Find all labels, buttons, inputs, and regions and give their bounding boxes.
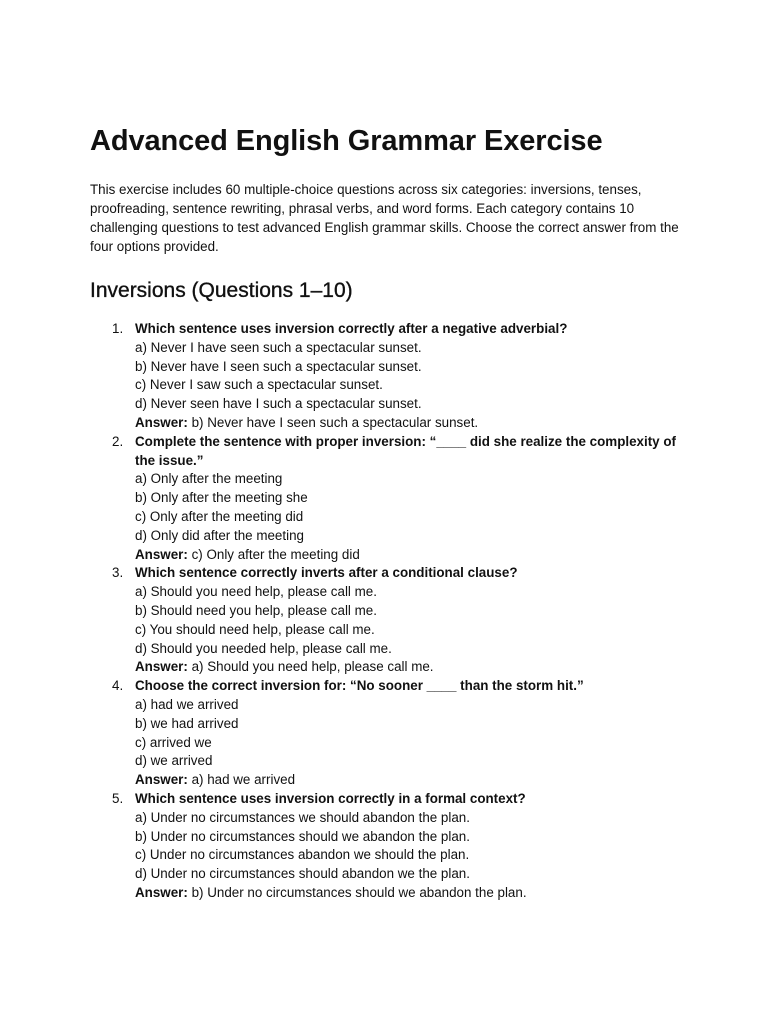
answer-label: Answer:: [135, 884, 188, 900]
option-b: b) Under no circumstances should we abandon the plan.: [135, 828, 470, 844]
question-number: 4.: [112, 678, 124, 694]
question-text: Which sentence correctly inverts after a conditional clause?: [135, 565, 518, 581]
option-b: b) Should need you help, please call me.: [135, 602, 377, 618]
option-c: c) Never I saw such a spectacular sunset.: [135, 377, 383, 393]
question-number: 3.: [112, 565, 124, 581]
answer-line: [135, 546, 678, 565]
question-text: Choose the correct inversion for: “No sooner ____ than the storm hit.”: [135, 678, 584, 694]
option-a: a) Should you need help, please call me.: [135, 584, 377, 600]
option-d: d) we arrived: [135, 753, 213, 769]
answer-line: [135, 884, 678, 903]
question-item: [90, 433, 678, 565]
answer-label: Answer:: [135, 546, 188, 562]
section-heading: Inversions (Questions 1–10): [90, 279, 353, 302]
answer-text: c) Only after the meeting did: [191, 546, 360, 562]
answer-line: [135, 658, 678, 677]
answer-line: [135, 414, 678, 433]
option-b: b) Never have I seen such a spectacular sunset.: [135, 358, 422, 374]
question-text: Which sentence uses inversion correctly in a formal context?: [135, 790, 526, 806]
question-text: Complete the sentence with proper inversion: “____ did she realize the complexity of the issue.”: [135, 433, 676, 468]
intro-paragraph: This exercise includes 60 multiple-choice questions across six categories: inversions, tenses, proofreading, sentence rewriting, phrasal verbs, and word forms. Each category contains 10 challenging questions to test advanced English grammar skills. Choose the correct answer from the four options provided.: [90, 182, 679, 254]
option-d: d) Never seen have I such a spectacular sunset.: [135, 396, 422, 412]
question-number: 2.: [112, 433, 124, 449]
question-number: 1.: [112, 321, 124, 336]
option-c: c) arrived we: [135, 734, 212, 750]
answer-text: b) Under no circumstances should we abandon the plan.: [191, 884, 527, 900]
option-d: d) Under no circumstances should abandon we the plan.: [135, 866, 470, 882]
question-item: [90, 320, 678, 433]
option-b: b) Only after the meeting she: [135, 490, 308, 506]
option-c: c) You should need help, please call me.: [135, 621, 375, 637]
page-title: Advanced English Grammar Exercise: [90, 125, 603, 157]
answer-line: [135, 771, 678, 790]
answer-label: Answer:: [135, 414, 188, 430]
option-a: a) had we arrived: [135, 696, 239, 712]
answer-text: a) Should you need help, please call me.: [191, 659, 434, 675]
answer-label: Answer:: [135, 772, 188, 788]
option-d: d) Should you needed help, please call me.: [135, 640, 392, 656]
question-item: [90, 790, 678, 903]
option-c: c) Only after the meeting did: [135, 508, 304, 524]
answer-text: a) had we arrived: [191, 772, 296, 788]
option-a: a) Never I have seen such a spectacular sunset.: [135, 339, 422, 355]
option-d: d) Only did after the meeting: [135, 527, 304, 543]
option-c: c) Under no circumstances abandon we should the plan.: [135, 847, 470, 863]
question-item: [90, 677, 678, 790]
option-a: a) Under no circumstances we should abandon the plan.: [135, 809, 470, 825]
option-a: a) Only after the meeting: [135, 471, 283, 487]
question-list: [90, 320, 678, 903]
question-item: [90, 564, 678, 677]
question-number: 5.: [112, 790, 124, 806]
answer-text: b) Never have I seen such a spectacular sunset.: [191, 414, 479, 430]
question-text: Which sentence uses inversion correctly after a negative adverbial?: [135, 321, 568, 336]
answer-label: Answer:: [135, 659, 188, 675]
option-b: b) we had arrived: [135, 715, 239, 731]
